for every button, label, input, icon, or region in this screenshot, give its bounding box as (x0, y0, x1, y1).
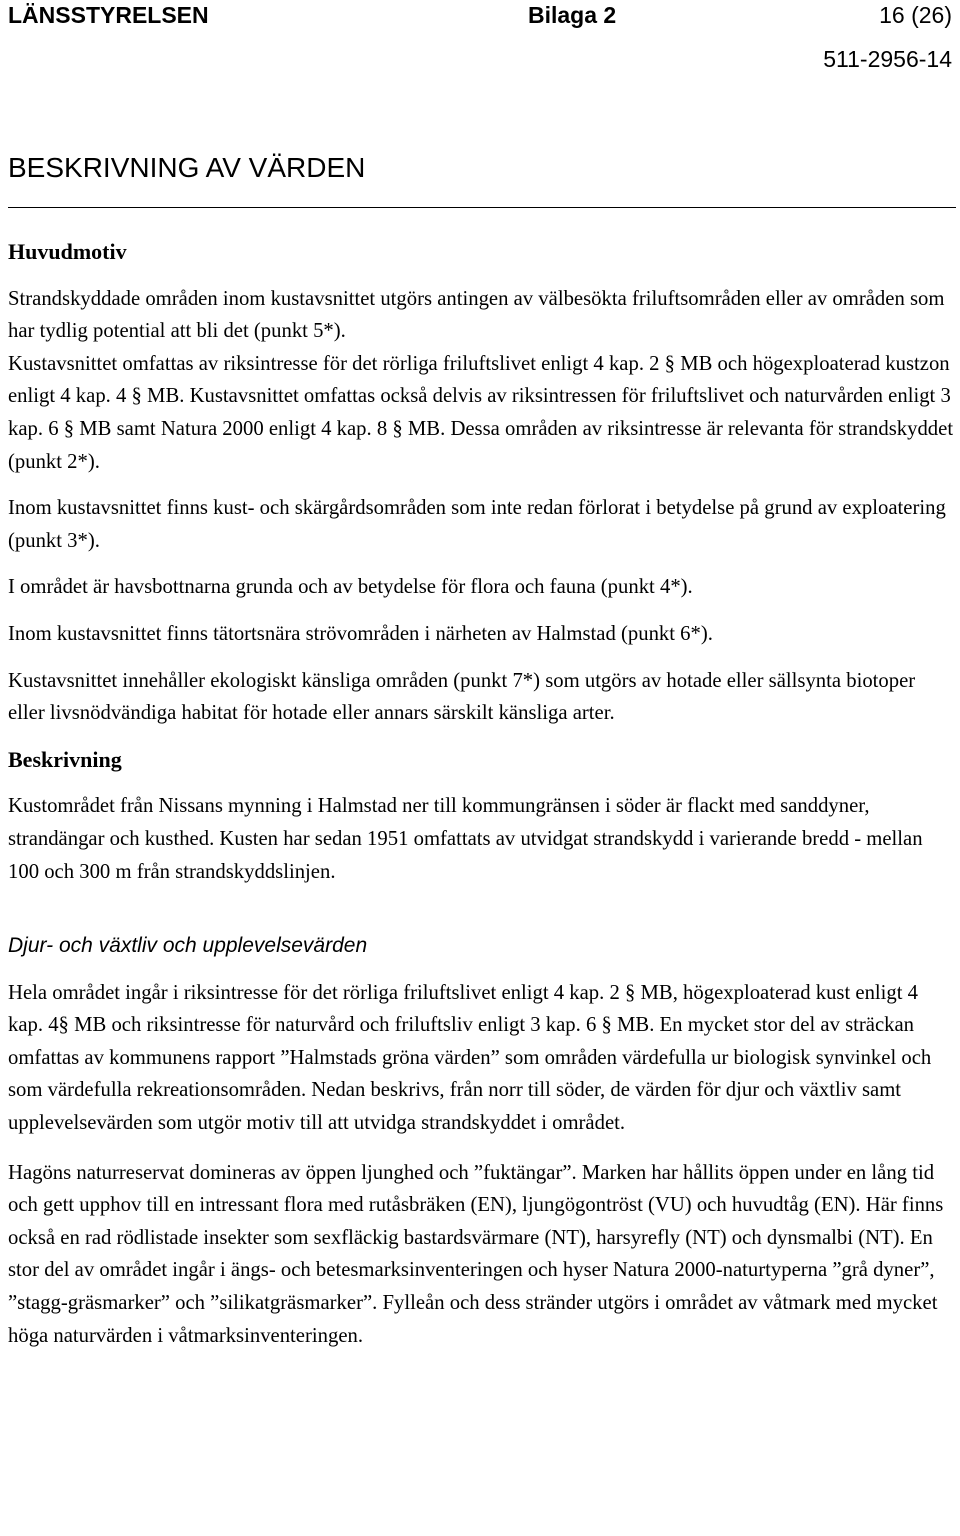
paragraph-riksintresse: Kustavsnittet omfattas av riksintresse för det rörliga friluftslivet enligt 4 kap. 2 § MB och högexploaterad kustzon enligt 4 kap. 4 § MB. Kustavsnittet omfattas också delvis av riksintressen för friluftslivet och naturvården enligt 3 kap. 6 § MB samt Natura 2000 enligt 4 kap. 8 § MB. Dessa områden av riksintresse är relevanta för strandskyddet (punkt 2*). (8, 352, 954, 473)
header-organization: LÄNSSTYRELSEN (8, 2, 209, 28)
paragraph-beskrivning: Kustområdet från Nissans mynning i Halmstad ner till kommungränsen i söder är flackt med sanddyner, strandängar och kusthed. Kusten har sedan 1951 omfattats av utvidgat strandskydd i varierande bredd - mellan 100 och 300 m från strandskyddslinjen. (8, 795, 923, 883)
document-body (8, 236, 956, 1352)
header-reference-number: 511-2956-14 (823, 46, 952, 72)
document-title: BESKRIVNING AV VÄRDEN (8, 152, 366, 183)
header-page-number: 16 (26) (879, 2, 952, 28)
paragraph-strovomraden: Inom kustavsnittet finns tätortsnära strövområden i närheten av Halmstad (punkt 6*). (8, 622, 713, 645)
paragraph-intro: Strandskyddade områden inom kustavsnittet utgörs antingen av välbesökta friluftsområden eller av områden som har tydlig potential att bli det (punkt 5*). (8, 287, 945, 343)
heading-beskrivning: Beskrivning (8, 746, 122, 772)
paragraph-havsbottnar: I området är havsbottnarna grunda och av betydelse för flora och fauna (punkt 4*). (8, 576, 693, 599)
heading-huvudmotiv: Huvudmotiv (8, 239, 127, 264)
paragraph-ekologiskt: Kustavsnittet innehåller ekologiskt känsliga områden (punkt 7*) som utgörs av hotade eller sällsynta biotoper eller livsnödvändiga habitat för hotade eller annars särskilt känsliga arter. (8, 669, 916, 725)
heading-djur-och-vaxtliv: Djur- och växtliv och upplevelsevärden (8, 934, 368, 958)
paragraph-hagon-naturreservat: Hagöns naturreservat domineras av öppen ljunghed och ”fuktängar”. Marken har hållits öppen under en lång tid och gett upphov till en intressant flora med rutåsbräken (EN), ljungögontröst (VU) och huvudtåg (EN). Här finns också en rad rödlistade insekter som sexfläckig bastardsvärmare (NT), harsyrefly (NT) och dynsmalbi (NT). En stor del av området ingår i ängs- och betesmarksinventeringen och hyser Natura 2000-naturtyperna ”grå dyner”, ”stagg-gräsmarker” och ”silikatgräsmarker”. Fylleån och dess stränder utgörs i området av våtmark med mycket höga naturvärden i våtmarksinventeringen. (8, 1161, 944, 1347)
paragraph-skargard: Inom kustavsnittet finns kust- och skärgårdsområden som inte redan förlorat i betydelse på grund av exploatering (punkt 3*). (8, 497, 946, 552)
header-attachment-label: Bilaga 2 (528, 2, 617, 28)
title-divider (8, 207, 956, 208)
paragraph-riksintresse-omrade: Hela området ingår i riksintresse för det rörliga friluftslivet enligt 4 kap. 2 § MB, högexploaterad kust enligt 4 kap. 4§ MB och riksintresse för naturvård och friluftsliv enligt 3 kap. 6 § MB. En mycket stor del av sträckan omfattas av kommunens rapport ”Halmstads gröna värden” som områden värdefulla ur biologisk synvinkel och som värdefulla rekreationsområden. Nedan beskrivs, från norr till söder, de värden för djur och växtliv samt upplevelsevärden som utgör motiv till att utvidga strandskyddet i området. (8, 981, 932, 1135)
